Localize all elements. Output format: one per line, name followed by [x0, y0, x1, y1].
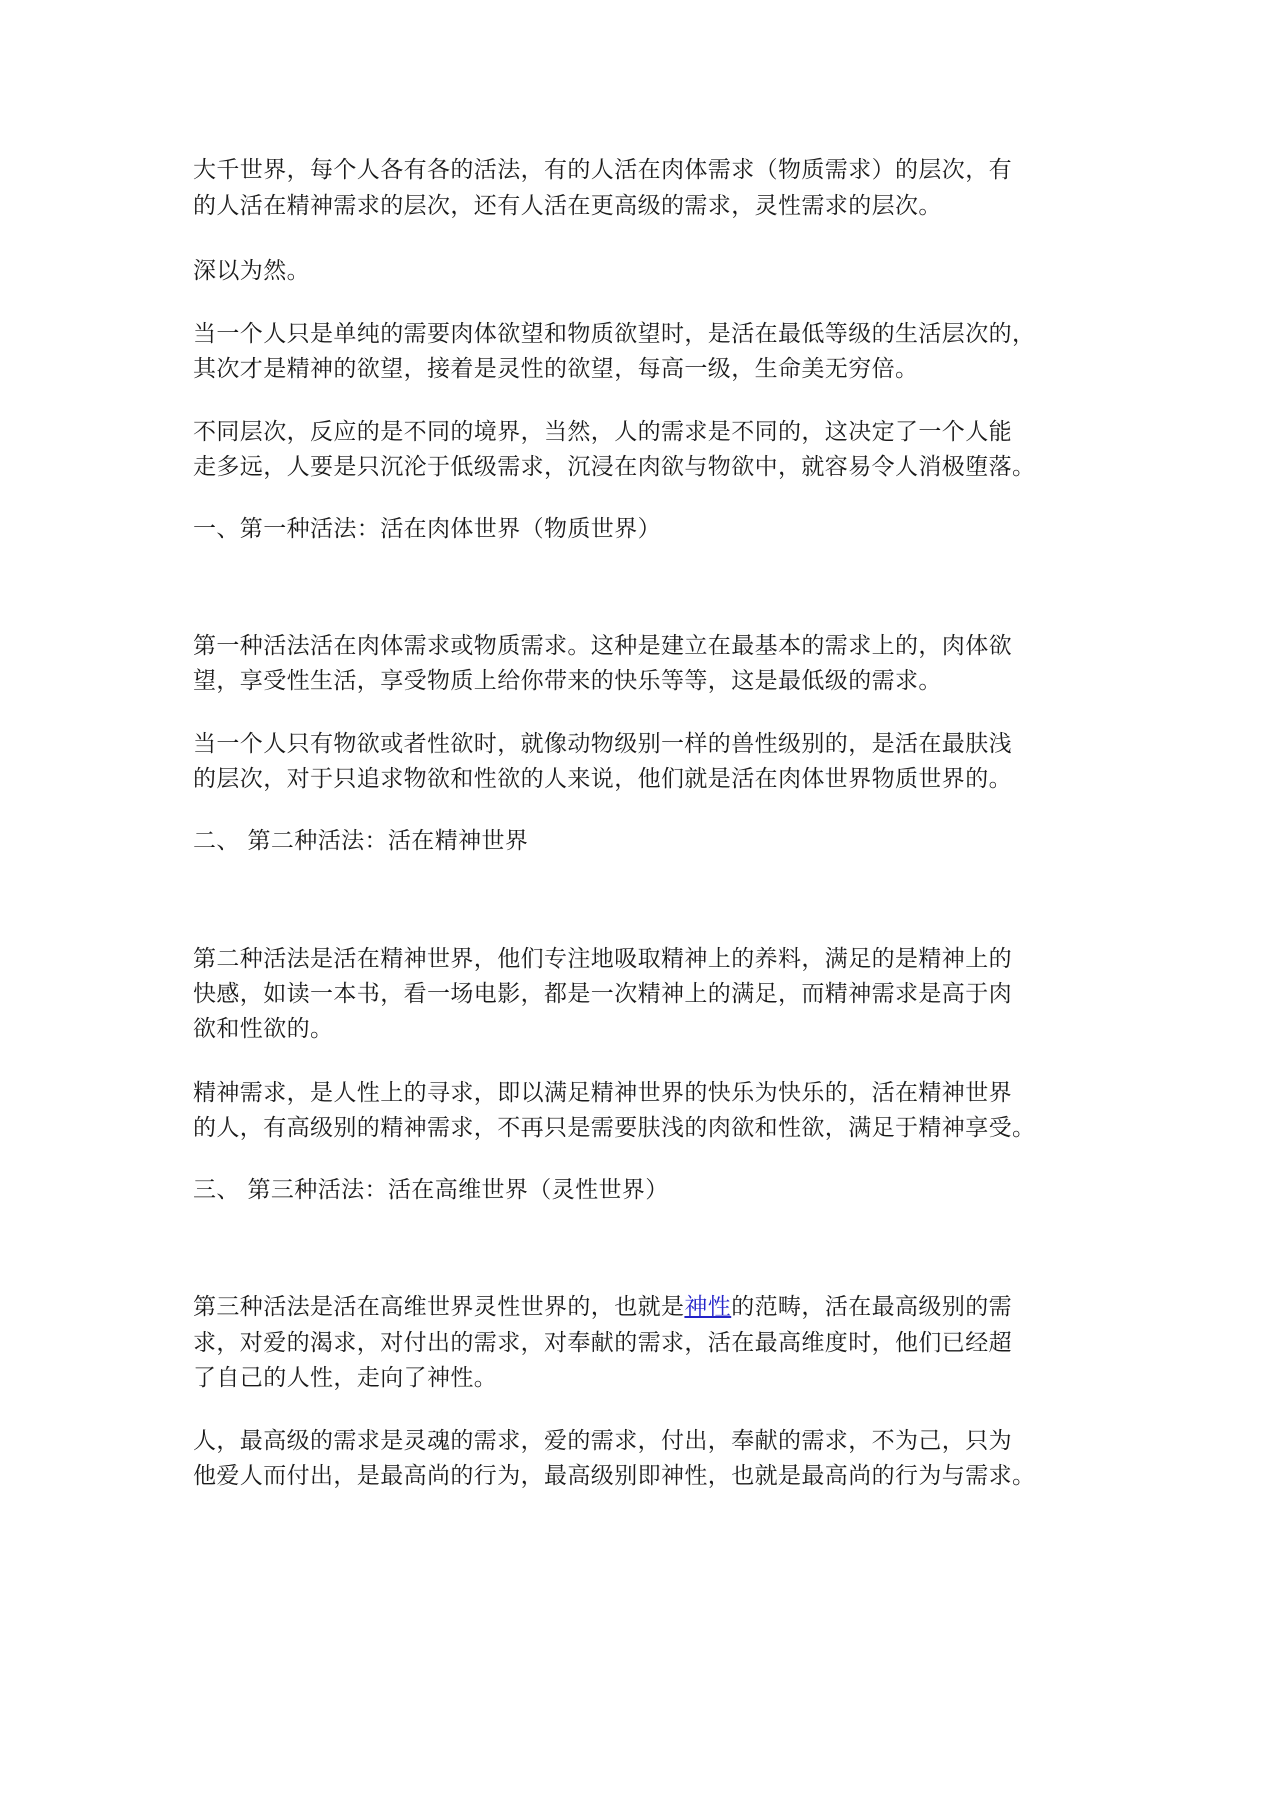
- paragraph-line: 深以为然。: [193, 258, 310, 284]
- shenxing-link[interactable]: 神性: [684, 1294, 732, 1320]
- link-line-after: 的范畴，活在最高级别的需: [731, 1294, 1013, 1320]
- paragraph-line: 其次才是精神的欲望，接着是灵性的欲望，每高一级，生命美无穷倍。: [193, 356, 919, 382]
- paragraph-line: 人，最高级的需求是灵魂的需求，爱的需求，付出，奉献的需求，不为己，只为: [193, 1428, 1012, 1454]
- paragraph-line: 的人，有高级别的精神需求，不再只是需要肤浅的肉欲和性欲，满足于精神享受。: [193, 1115, 1036, 1141]
- paragraph-line: 不同层次，反应的是不同的境界，当然，人的需求是不同的，这决定了一个人能: [193, 419, 1012, 445]
- paragraph-line: 求，对爱的渴求，对付出的需求，对奉献的需求，活在最高维度时，他们已经超: [193, 1330, 1012, 1356]
- paragraph-line: 欲和性欲的。: [193, 1016, 334, 1042]
- paragraph-line: 当一个人只有物欲或者性欲时，就像动物级别一样的兽性级别的，是活在最肤浅: [193, 731, 1012, 757]
- paragraph-line: 精神需求，是人性上的寻求，即以满足精神世界的快乐为快乐的，活在精神世界: [193, 1080, 1012, 1106]
- paragraph-line: 走多远，人要是只沉沦于低级需求，沉浸在肉欲与物欲中，就容易令人消极堕落。: [193, 454, 1036, 480]
- section-heading-2: 二、 第二种活法：活在精神世界: [193, 828, 529, 854]
- section-heading-3: 三、 第三种活法：活在高维世界（灵性世界）: [193, 1177, 669, 1203]
- paragraph-line: 了自己的人性，走向了神性。: [193, 1365, 498, 1391]
- paragraph-line: 他爱人而付出，是最高尚的行为，最高级别即神性，也就是最高尚的行为与需求。: [193, 1463, 1036, 1489]
- paragraph-line: 第一种活法活在肉体需求或物质需求。这种是建立在最基本的需求上的，肉体欲: [193, 633, 1012, 659]
- link-line-before: 第三种活法是活在高维世界灵性世界的，也就是: [193, 1294, 685, 1320]
- paragraph-line: 大千世界，每个人各有各的活法，有的人活在肉体需求（物质需求）的层次，有: [193, 157, 1012, 183]
- paragraph-line: 望，享受性生活，享受物质上给你带来的快乐等等，这是最低级的需求。: [193, 668, 942, 694]
- paragraph-line: 第二种活法是活在精神世界，他们专注地吸取精神上的养料，满足的是精神上的: [193, 946, 1012, 972]
- paragraph-line: 的人活在精神需求的层次，还有人活在更高级的需求，灵性需求的层次。: [193, 193, 942, 219]
- section-heading-1: 一、第一种活法：活在肉体世界（物质世界）: [193, 516, 661, 542]
- paragraph-line: 当一个人只是单纯的需要肉体欲望和物质欲望时，是活在最低等级的生活层次的，: [193, 321, 1036, 347]
- paragraph-line: 快感，如读一本书，看一场电影，都是一次精神上的满足，而精神需求是高于肉: [193, 981, 1012, 1007]
- paragraph-line-with-link: [193, 1292, 1093, 1322]
- paragraph-line: 的层次，对于只追求物欲和性欲的人来说，他们就是活在肉体世界物质世界的。: [193, 766, 1012, 792]
